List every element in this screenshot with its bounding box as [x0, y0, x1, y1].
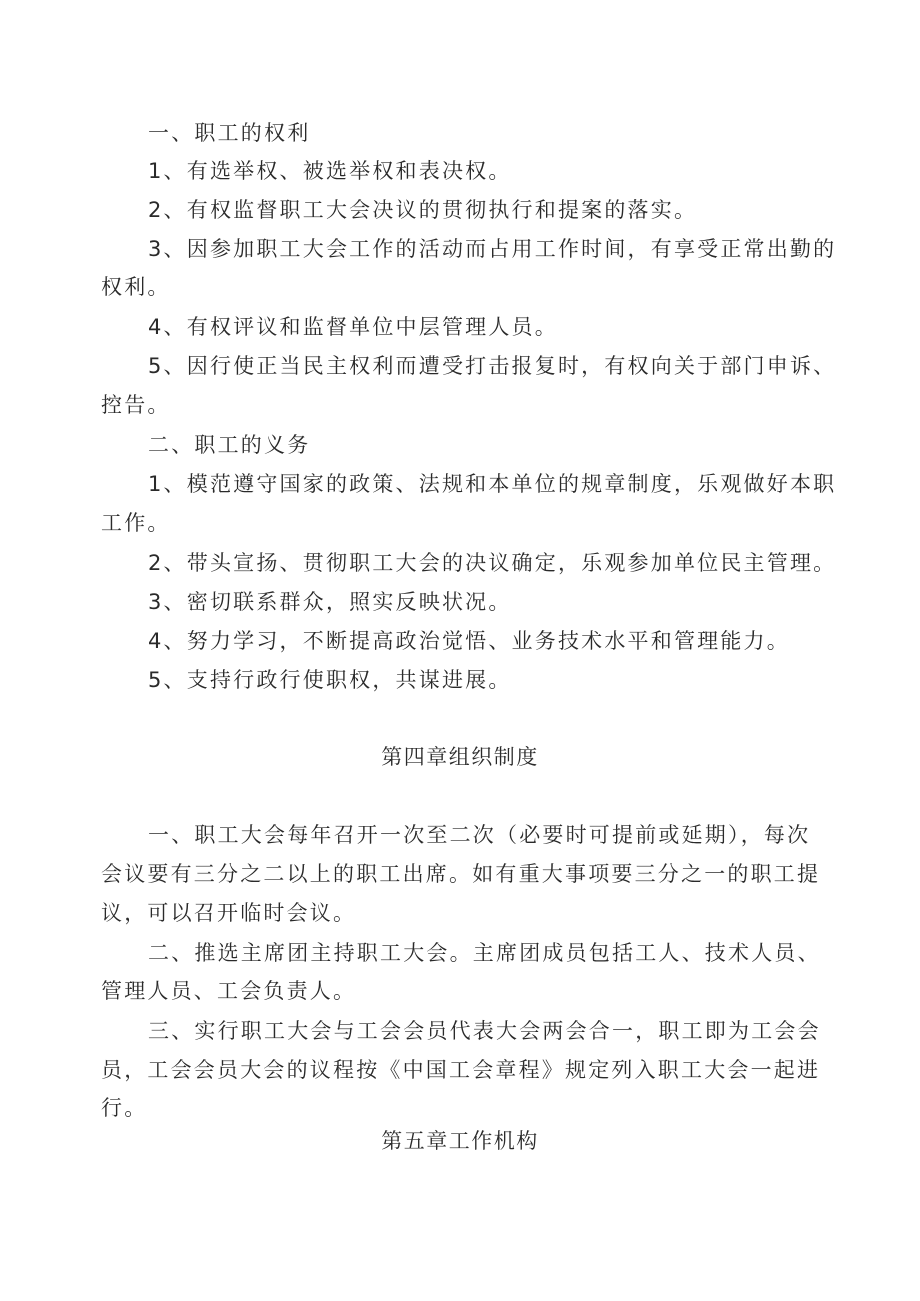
- duties-item-5: 5、支持行政行使职权，共谋进展。: [148, 668, 512, 692]
- rights-item-5-line-2: 控告。: [101, 393, 171, 417]
- duties-item-2: 2、带头宣扬、贯彻职工大会的决议确定，乐观参加单位民主管理。: [148, 551, 837, 575]
- rights-item-5-line-1: 5、因行使正当民主权利而遭受打击报复时，有权向关于部门申诉、: [148, 354, 837, 378]
- chapter-5-title: 第五章工作机构: [381, 1129, 539, 1153]
- chapter-4-para-1-line-3: 议，可以召开临时会议。: [101, 901, 357, 925]
- section-heading-rights: 一、职工的权利: [148, 121, 311, 145]
- rights-item-3-line-2: 权利。: [101, 275, 171, 299]
- rights-item-1: 1、有选举权、被选举权和表决权。: [148, 159, 512, 183]
- duties-item-1-line-2: 工作。: [101, 511, 171, 535]
- chapter-4-para-1-line-2: 会议要有三分之二以上的职工出席。如有重大事项要三分之一的职工提: [101, 862, 821, 886]
- duties-item-1-line-1: 1、模范遵守国家的政策、法规和本单位的规章制度，乐观做好本职: [148, 472, 837, 496]
- chapter-4-para-3-line-1: 三、实行职工大会与工会会员代表大会两会合一，职工即为工会会: [148, 1019, 821, 1043]
- chapter-4-para-2-line-1: 二、推选主席团主持职工大会。主席团成员包括工人、技术人员、: [148, 941, 821, 965]
- rights-item-2: 2、有权监督职工大会决议的贯彻执行和提案的落实。: [148, 198, 698, 222]
- chapter-4-para-3-line-3: 行。: [101, 1096, 148, 1120]
- section-heading-duties: 二、职工的义务: [148, 433, 311, 457]
- rights-item-4: 4、有权评议和监督单位中层管理人员。: [148, 315, 558, 339]
- rights-item-3-line-1: 3、因参加职工大会工作的活动而占用工作时间，有享受正常出勤的: [148, 237, 837, 261]
- chapter-4-para-3-line-2: 员，工会会员大会的议程按《中国工会章程》规定列入职工大会一起进: [101, 1058, 821, 1082]
- chapter-4-para-1-line-1: 一、职工大会每年召开一次至二次（必要时可提前或延期），每次: [148, 823, 811, 847]
- duties-item-3: 3、密切联系群众，照实反映状况。: [148, 590, 512, 614]
- chapter-4-title: 第四章组织制度: [381, 745, 539, 769]
- chapter-4-para-2-line-2: 管理人员、工会负责人。: [101, 979, 357, 1003]
- duties-item-4: 4、努力学习，不断提高政治觉悟、业务技术水平和管理能力。: [148, 629, 790, 653]
